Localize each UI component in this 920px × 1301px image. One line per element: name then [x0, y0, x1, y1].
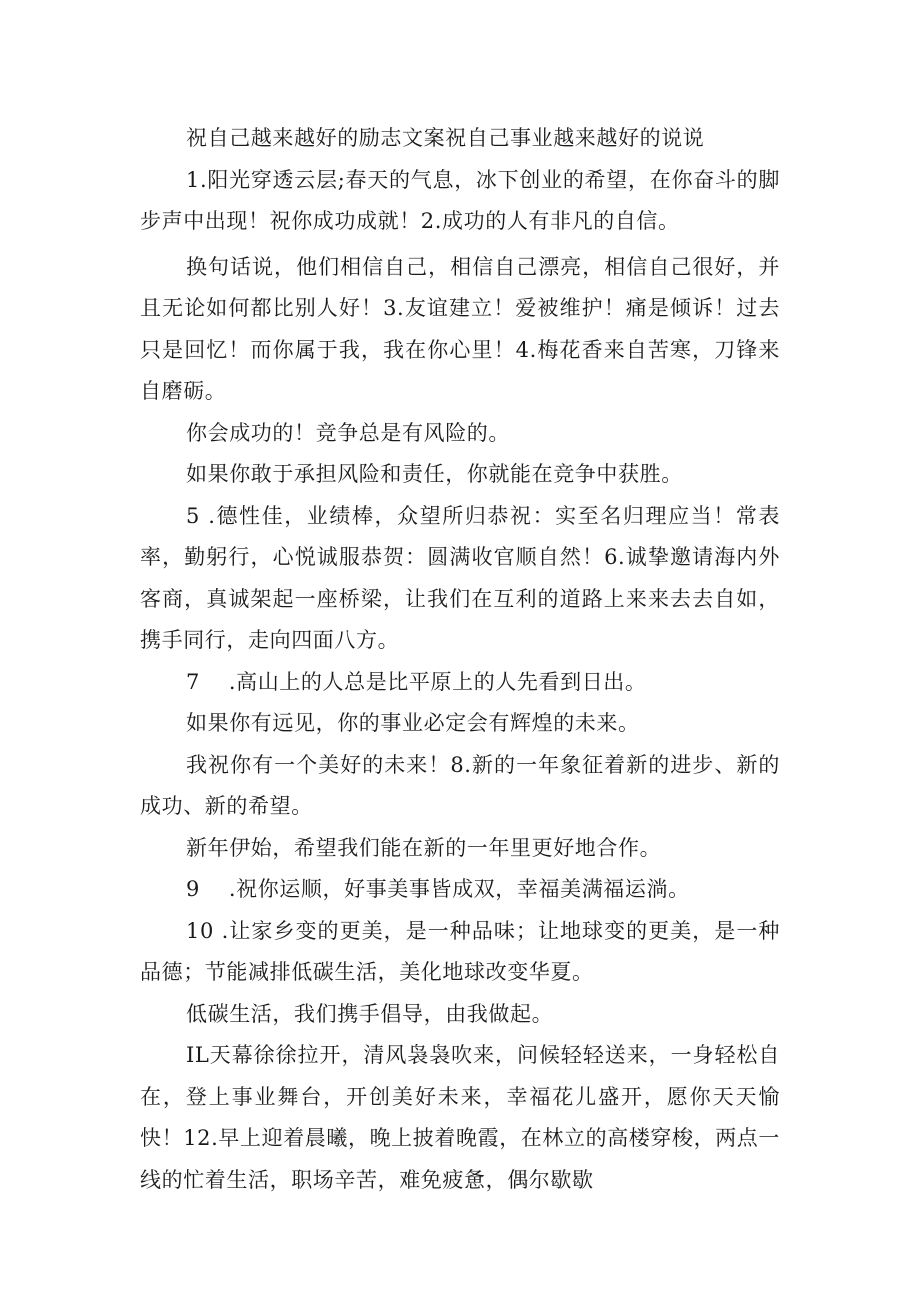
paragraph-6: 7 .高山上的人总是比平原上的人先看到日出。 — [186, 669, 647, 694]
paragraph-13: IL天幕徐徐拉开，清风袅袅吹来，问候轻轻送来，一身轻松自在，登上事业舞台，开创美好未来，幸福花儿盛开，愿你天天愉快！12.早上迎着晨曦，晚上披着晚霞，在林立的高楼穿梭，两点一线的忙着生活，职场辛苦，难免疲惫，偶尔歇歇 — [140, 1043, 780, 1192]
paragraph-1: 1.阳光穿透云层;春天的气息，冰下创业的希望，在你奋斗的脚步声中出现！祝你成功成就！2.成功的人有非凡的自信。 — [140, 167, 780, 233]
paragraph-12: 低碳生活，我们携手倡导，由我做起。 — [186, 1001, 554, 1026]
paragraph-9: 新年伊始，希望我们能在新的一年里更好地合作。 — [186, 835, 662, 860]
paragraph-8: 我祝你有一个美好的未来！8.新的一年象征着新的进步、新的成功、新的希望。 — [140, 752, 780, 818]
paragraph-2: 换句话说，他们相信自己，相信自己漂亮，相信自己很好，并且无论如何都比别人好！3.友谊建立！爱被维护！痛是倾诉！过去只是回忆！而你属于我，我在你心里！4.梅花香来自苦寒，刀锋来自磨砺。 — [140, 254, 780, 403]
document-title: 祝自己越来越好的励志文案祝自己事业越来越好的说说 — [186, 126, 705, 150]
paragraph-7: 如果你有远见，你的事业必定会有辉煌的未来。 — [186, 711, 640, 735]
paragraph-4: 如果你敢于承担风险和责任，你就能在竞争中获胜。 — [186, 462, 683, 486]
paragraph-5: 5 .德性佳，业绩棒，众望所归恭祝：实至名归理应当！常表率，勤躬行，心悦诚服恭贺：圆满收官顺自然！6.诚挚邀请海内外客商，真诚架起一座桥梁，让我们在互利的道路上来来去去自如，携手同行，走向四面八方。 — [140, 503, 780, 652]
paragraph-10: 9 .祝你运顺，好事美事皆成双，幸福美满福运淌。 — [186, 877, 690, 901]
paragraph-11: 10 .让家乡变的更美，是一种品味；让地球变的更美，是一种品德；节能减排低碳生活，美化地球改变华夏。 — [140, 918, 780, 984]
document-body — [140, 118, 780, 1201]
paragraph-3: 你会成功的！竞争总是有风险的。 — [186, 420, 510, 445]
